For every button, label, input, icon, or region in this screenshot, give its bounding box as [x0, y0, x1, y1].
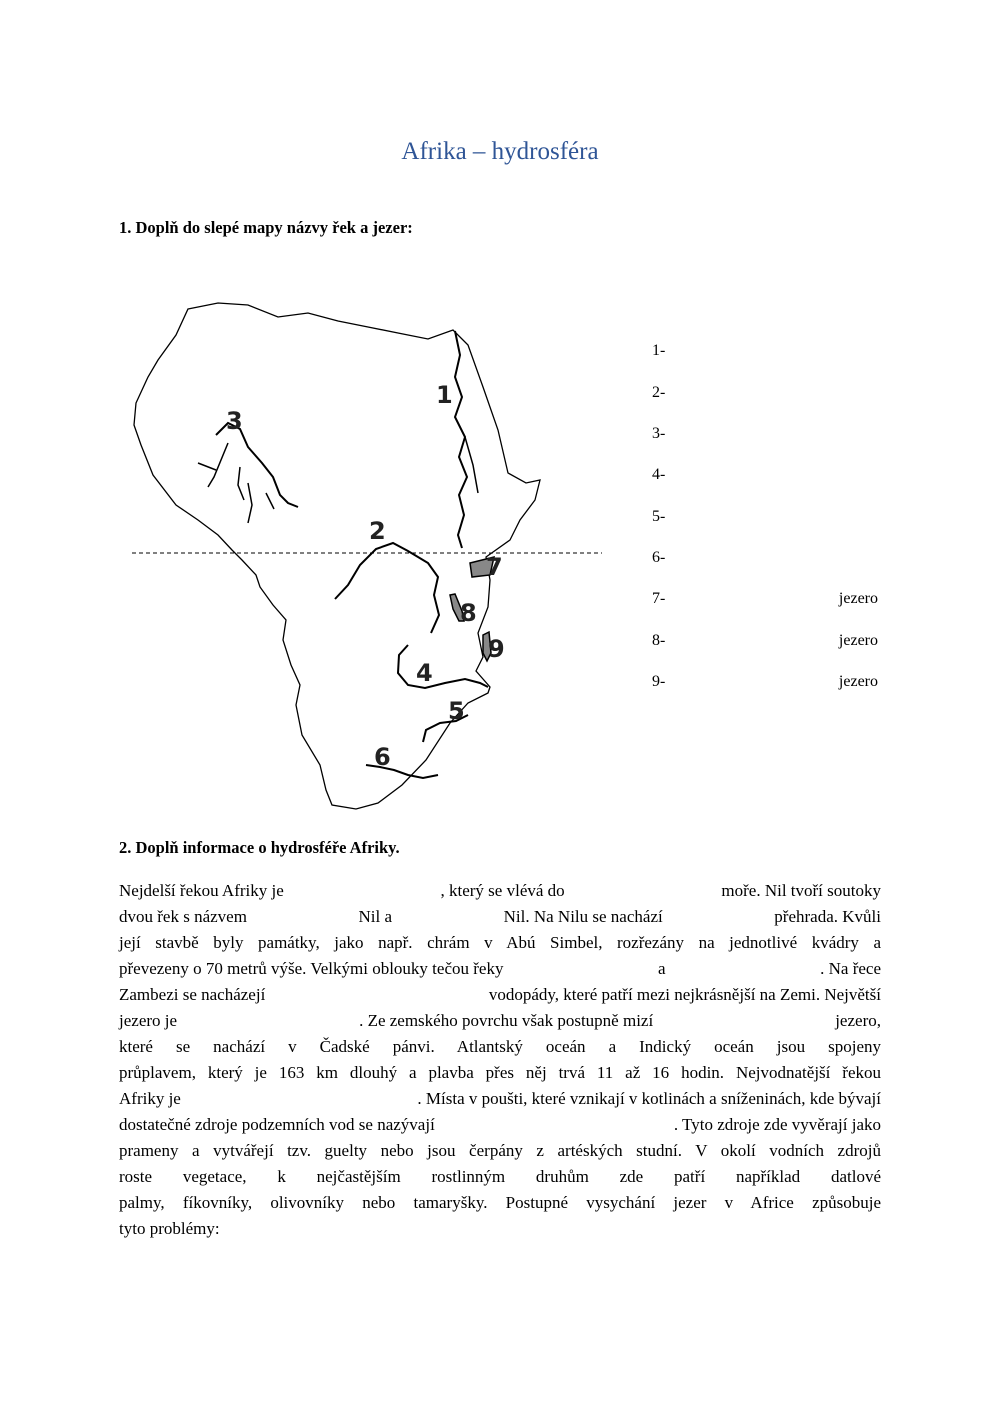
paragraph-line: [119, 982, 881, 1008]
legend-suffix: jezero: [838, 673, 878, 690]
legend-number: 8-: [652, 632, 666, 649]
text-segment: Zambezi se nacházejí: [119, 985, 266, 1004]
paragraph-line: [119, 1216, 881, 1242]
text-segment: tyto problémy:: [119, 1219, 220, 1238]
legend-number: 3-: [652, 425, 666, 442]
paragraph-line: [119, 1060, 881, 1086]
map-label-4: 4: [416, 659, 433, 687]
legend-number: 1-: [652, 342, 666, 359]
legend-number: 9-: [652, 673, 666, 690]
task-2-paragraph: [119, 878, 881, 1242]
page-title: Afrika – hydrosféra: [401, 138, 599, 165]
text-segment: jezero,: [835, 1011, 881, 1030]
paragraph-line: [119, 1086, 881, 1112]
legend-number: 2-: [652, 384, 666, 401]
text-segment: prameny a vytvářejí tzv. guelty nebo jsou čerpány z artéských studní. V okolí vodních zdrojů: [119, 1141, 881, 1160]
river-4-zambezi: [398, 645, 488, 688]
africa-blind-map: [128, 295, 608, 815]
text-segment: Afriky je: [119, 1089, 181, 1108]
map-label-6: 6: [374, 743, 391, 771]
text-segment: průplavem, který je 163 km dlouhý a plavba přes něj trvá 11 až 16 hodin. Nejvodnatější řekou: [119, 1063, 881, 1082]
legend-row[interactable]: [652, 673, 882, 695]
paragraph-line: [119, 1190, 881, 1216]
text-segment: dvou řek s názvem: [119, 907, 247, 926]
text-segment: , který se vlévá do: [440, 881, 565, 900]
legend-row[interactable]: [652, 508, 882, 530]
text-segment: její stavbě byly památky, jako např. chrám v Abú Simbel, rozřezány na jednotlivé kvádry a: [119, 933, 881, 952]
africa-coastline: [134, 303, 540, 809]
legend-row[interactable]: [652, 384, 882, 406]
legend-row[interactable]: [652, 590, 882, 612]
paragraph-line: [119, 1138, 881, 1164]
text-segment: Nil a: [358, 907, 393, 926]
legend-row[interactable]: [652, 632, 882, 654]
map-label-9: 9: [488, 635, 505, 663]
text-segment: a: [658, 959, 666, 978]
task-1-heading: 1. Doplň do slepé mapy názvy řek a jezer:: [119, 218, 413, 237]
paragraph-line: [119, 1008, 881, 1034]
legend-number: 5-: [652, 508, 666, 525]
text-segment: převezeny o 70 metrů výše. Velkými oblouky tečou řeky: [119, 959, 504, 978]
text-segment: které se nachází v Čadské pánvi. Atlantský oceán a Indický oceán jsou spojeny: [119, 1037, 881, 1056]
river-3-tributaries: [198, 443, 274, 523]
legend-suffix: jezero: [838, 632, 878, 649]
paragraph-line: [119, 1034, 881, 1060]
legend-row[interactable]: [652, 342, 882, 364]
map-label-1: 1: [436, 381, 453, 409]
text-segment: vodopády, které patří mezi nejkrásnější na Zemi. Největší: [488, 985, 881, 1004]
river-2-congo: [335, 543, 439, 633]
paragraph-line: [119, 904, 881, 930]
text-segment: moře. Nil tvoří soutoky: [721, 881, 881, 900]
text-segment: Nejdelší řekou Afriky je: [119, 881, 284, 900]
text-segment: . Na řece: [820, 959, 881, 978]
map-label-2: 2: [369, 517, 386, 545]
text-segment: . Ze zemského povrchu však postupně mizí: [359, 1011, 654, 1030]
text-segment: přehrada. Kvůli: [774, 907, 881, 926]
text-segment: . Místa v poušti, které vznikají v kotlinách a sníženinách, kde bývají: [417, 1089, 881, 1108]
paragraph-line: [119, 956, 881, 982]
legend-number: 6-: [652, 549, 666, 566]
text-segment: roste vegetace, k nejčastějším rostlinným druhům zde patří například datlové: [119, 1167, 881, 1186]
text-segment: . Tyto zdroje zde vyvěrají jako: [673, 1115, 881, 1134]
map-label-5: 5: [448, 697, 465, 725]
map-label-7: 7: [486, 553, 503, 581]
paragraph-line: [119, 930, 881, 956]
legend-number: 4-: [652, 466, 666, 483]
legend-suffix: jezero: [838, 590, 878, 607]
legend-row[interactable]: [652, 549, 882, 571]
paragraph-line: [119, 1164, 881, 1190]
legend-row[interactable]: [652, 466, 882, 488]
paragraph-line: [119, 1112, 881, 1138]
text-segment: jezero je: [119, 1011, 178, 1030]
legend-row[interactable]: [652, 425, 882, 447]
legend-number: 7-: [652, 590, 666, 607]
river-nile-branch: [465, 437, 478, 493]
task-2-heading: 2. Doplň informace o hydrosféře Afriky.: [119, 838, 400, 857]
map-label-8: 8: [460, 599, 477, 627]
river-3-niger: [216, 423, 298, 507]
map-label-3: 3: [226, 407, 243, 435]
text-segment: dostatečné zdroje podzemních vod se nazývají: [119, 1115, 435, 1134]
text-segment: palmy, fíkovníky, olivovníky nebo tamaryšky. Postupné vysychání jezer v Africe způsobuje: [119, 1193, 881, 1212]
paragraph-line: [119, 878, 881, 904]
text-segment: Nil. Na Nilu se nachází: [503, 907, 663, 926]
